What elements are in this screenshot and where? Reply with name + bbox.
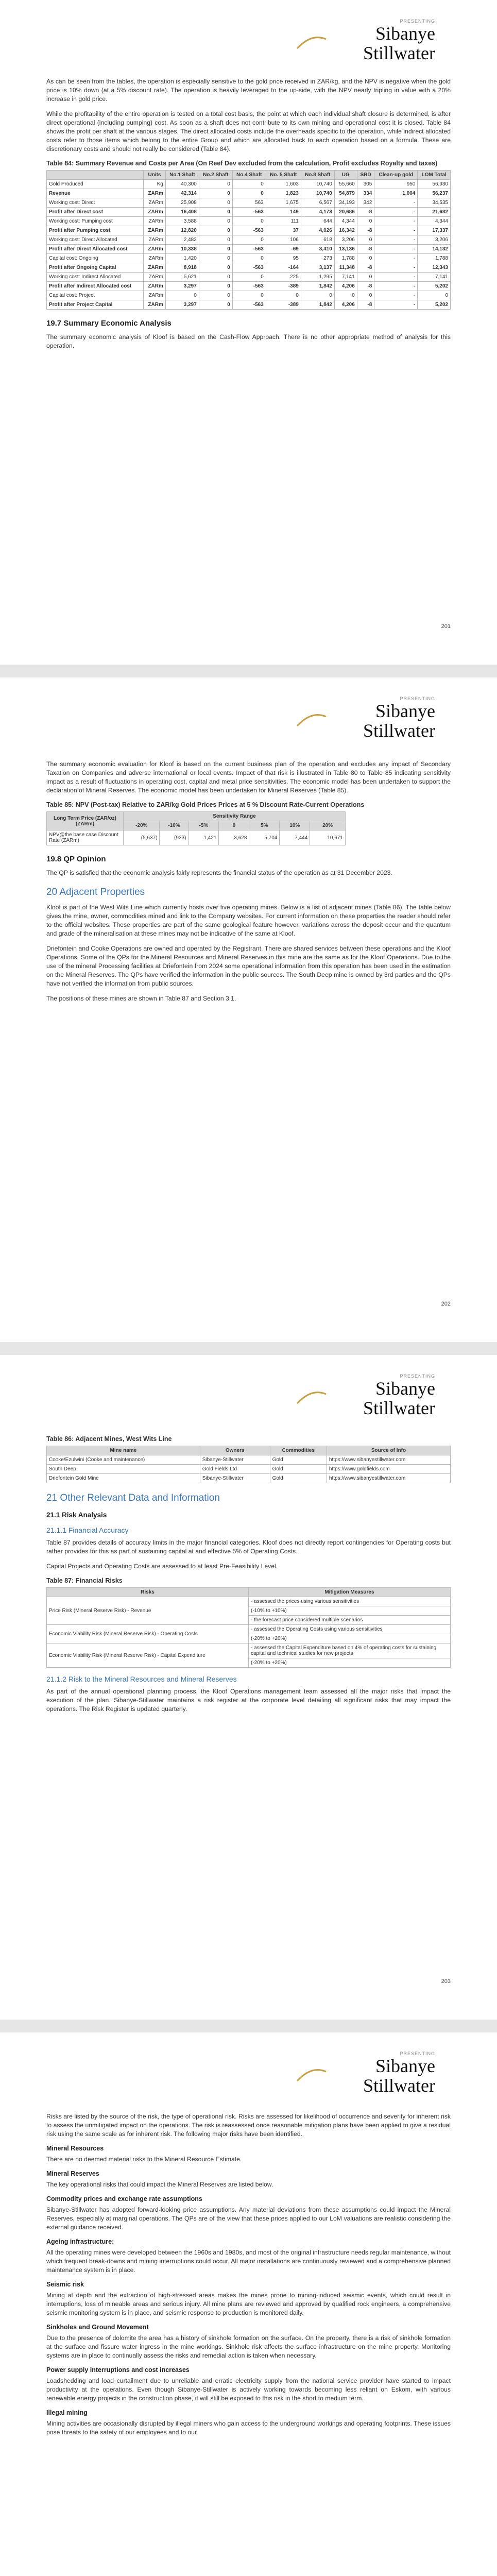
table-cell: Sibanye-Stillwater <box>200 1455 270 1465</box>
table-cell: 4,206 <box>334 300 357 310</box>
table-header-cell: LOM Total <box>418 171 451 180</box>
table-cell: 2,482 <box>165 235 199 245</box>
table-row <box>47 1597 451 1606</box>
table-header-cell: Mitigation Measures <box>249 1588 451 1597</box>
logo-swoosh-icon <box>296 1388 327 1409</box>
table-row <box>47 226 451 235</box>
table-cell: 3,137 <box>301 263 334 273</box>
table-85: Long Term Price (ZAR/oz) (ZARm) Sensitivity Range -20% -10% -5% 0 5% 10% 20% NPV@the base case Discount Rate (ZARm) (5,637) (933) 1,421 3,628 5,704 7,444 10,671 <box>46 811 346 845</box>
table-cell: 0 <box>232 273 266 282</box>
table-cell: -164 <box>266 263 301 273</box>
table-cell: ZARm <box>144 254 166 263</box>
table-cell: 5,202 <box>418 300 451 310</box>
table-cell: 3,410 <box>301 245 334 254</box>
table-cell: 0 <box>199 235 232 245</box>
table-cell: 1,603 <box>266 180 301 189</box>
table-cell: - <box>374 226 418 235</box>
table-cell: Profit after Pumping cost <box>47 226 144 235</box>
risk-heading: Commodity prices and exchange rate assumptions <box>46 2195 202 2202</box>
table-cell: -8 <box>357 300 374 310</box>
table-cell: https://www.goldfields.com <box>327 1465 450 1474</box>
table-cell: 17,337 <box>418 226 451 235</box>
table-cell: - assessed the Operating Costs using various sensitivities <box>249 1625 451 1634</box>
table-cell: Working cost: Pumping cost <box>47 217 144 226</box>
table-cell: ZARm <box>144 235 166 245</box>
table-cell: 95 <box>266 254 301 263</box>
table-cell: 55,660 <box>334 180 357 189</box>
table-row <box>47 263 451 273</box>
paragraph: Driefontein and Cooke Operations are owned and operated by the Registrant. There are shared services between these operations and the Kloof Operations. Some of the QPs for the Mineral Resources and Mineral Reserves in this mine are the same as for the Kloof Operations. Due to the use of the mineral Processing facilities at Driefontein from 2024 some operational information from this operation has been used in the estimation on the Mineral Reserves. The QPs have verified the information in the public sources. The South Deep mine is owned by 3rd parties and the QPs have not verified the information from public sources. <box>46 945 451 987</box>
table-cell: -563 <box>232 282 266 291</box>
risk-heading: Illegal mining <box>46 2409 88 2416</box>
table-cell: 0 <box>199 263 232 273</box>
table-header-cell: Mine name <box>47 1446 200 1455</box>
table-cell: 8,918 <box>165 263 199 273</box>
table-cell: 0 <box>232 180 266 189</box>
page-204 <box>0 2032 497 2576</box>
table-cell: 0 <box>199 300 232 310</box>
table-cell: 1,788 <box>418 254 451 263</box>
table-cell: -8 <box>357 263 374 273</box>
table-cell: -389 <box>266 282 301 291</box>
table-caption: Table 87: Financial Risks <box>46 1577 123 1584</box>
table-cell: South Deep <box>47 1465 200 1474</box>
table-cell: - <box>374 263 418 273</box>
table-cell: 5,621 <box>165 273 199 282</box>
table-cell: 0 <box>165 291 199 300</box>
table-cell: Profit after Direct Allocated cost <box>47 245 144 254</box>
table-87 <box>46 1587 451 1668</box>
table-header-cell: UG <box>334 171 357 180</box>
table-cell: 0 <box>232 254 266 263</box>
subsection-heading: 21.1 Risk Analysis <box>46 1511 107 1519</box>
table-cell: 0 <box>357 217 374 226</box>
table-cell: -8 <box>357 226 374 235</box>
table-cell: 20,686 <box>334 208 357 217</box>
table-row <box>47 291 451 300</box>
risk-heading: Mineral Reserves <box>46 2170 99 2177</box>
table-cell: 0 <box>199 217 232 226</box>
table-header-cell: No.2 Shaft <box>199 171 232 180</box>
table-header-cell: No. 5 Shaft <box>266 171 301 180</box>
table-cell: Gold <box>270 1465 327 1474</box>
table-cell: 25,908 <box>165 198 199 208</box>
paragraph: The key operational risks that could impact the Mineral Reserves are listed below. <box>46 2181 273 2188</box>
table-cell: 40,300 <box>165 180 199 189</box>
table-cell: (-10% to +10%) <box>249 1606 451 1616</box>
table-cell: Working cost: Direct Allocated <box>47 235 144 245</box>
table-cell: 13,136 <box>334 245 357 254</box>
risk-heading: Power supply interruptions and cost increases <box>46 2366 190 2374</box>
table-cell: 0 <box>357 254 374 263</box>
table-cell: 0 <box>199 282 232 291</box>
table-cell: ZARm <box>144 189 166 198</box>
table-cell: ZARm <box>144 208 166 217</box>
table-row <box>47 245 451 254</box>
table-cell: Profit after Ongoing Capital <box>47 263 144 273</box>
logo-swoosh-icon <box>296 33 327 54</box>
table-cell: ZARm <box>144 263 166 273</box>
table-cell: ZARm <box>144 217 166 226</box>
table-caption: Table 85: NPV (Post-tax) Relative to ZAR/kg Gold Prices Prices at 5 % Discount Rate-Current Operations <box>46 801 365 808</box>
table-row <box>47 217 451 226</box>
page-202 <box>0 677 497 1342</box>
table-cell: 34,193 <box>334 198 357 208</box>
table-cell: (-20% to +20%) <box>249 1634 451 1643</box>
table-cell: 305 <box>357 180 374 189</box>
table-cell: Cooke/Ezulwini (Cooke and maintenance) <box>47 1455 200 1465</box>
table-cell: 56,930 <box>418 180 451 189</box>
table-cell: - <box>374 300 418 310</box>
table-cell: Sibanye-Stillwater <box>200 1474 270 1483</box>
table-cell: 1,842 <box>301 300 334 310</box>
table-cell: 0 <box>301 291 334 300</box>
table-cell: 16,342 <box>334 226 357 235</box>
table-cell: ZARm <box>144 198 166 208</box>
table-cell: Gold <box>270 1455 327 1465</box>
table-cell: 3,297 <box>165 300 199 310</box>
table-cell: ZARm <box>144 245 166 254</box>
table-cell: -563 <box>232 208 266 217</box>
logo-swoosh-icon <box>296 2065 327 2086</box>
paragraph: Loadshedding and load curtailment due to unreliable and erratic electricity supply from the national service provider have started to impact productivity at the operations. Even though Sibanye-Stillwater is actively working towards becoming less reliant on Eskom, with various renewable energy projects in the construction phase, it will still be exposed to this risk in the short to medium term. <box>46 2377 451 2402</box>
table-cell: - the forecast price considered multiple scenarios <box>249 1616 451 1625</box>
table-cell: Working cost: Indirect Allocated <box>47 273 144 282</box>
table-cell: 618 <box>301 235 334 245</box>
table-cell: Working cost: Direct <box>47 198 144 208</box>
table-cell: 12,820 <box>165 226 199 235</box>
table-cell: 0 <box>357 291 374 300</box>
table-cell: 1,788 <box>334 254 357 263</box>
table-86 <box>46 1446 451 1483</box>
risk-heading: Sinkholes and Ground Movement <box>46 2324 149 2331</box>
table-cell: 7,444 <box>280 831 310 845</box>
table-cell: 4,344 <box>334 217 357 226</box>
table-cell: https://www.sibanyestillwater.com <box>327 1455 450 1465</box>
table-cell: 0 <box>199 273 232 282</box>
table-row <box>47 254 451 263</box>
table-cell: 1,420 <box>165 254 199 263</box>
table-row <box>47 1474 451 1483</box>
table-cell: 10,740 <box>301 180 334 189</box>
table-cell: ZARm <box>144 273 166 282</box>
table-row <box>47 235 451 245</box>
table-header-cell: No.8 Shaft <box>301 171 334 180</box>
table-cell: 3,206 <box>418 235 451 245</box>
paragraph: Mining activities are occasionally disrupted by illegal miners who gain access to the underground workings and operating footprints. These issues pose threats to the safety of our employees and to our <box>46 2420 451 2436</box>
table-cell: 7,141 <box>418 273 451 282</box>
table-cell: 4,206 <box>334 282 357 291</box>
table-cell: 34,535 <box>418 198 451 208</box>
subsection-heading: 21.1.1 Financial Accuracy <box>46 1526 129 1534</box>
table-cell: 0 <box>199 254 232 263</box>
table-cell: (-20% to +20%) <box>249 1658 451 1668</box>
paragraph: Sibanye-Stillwater has adopted forward-looking price assumptions. Any material deviations from these assumptions could impact the Mineral Reserves, especially at marginal operations. The QPs are of the view that these prices applied to our LoM valuations are realistic considering the external guidance received. <box>46 2206 451 2231</box>
table-cell: 0 <box>232 235 266 245</box>
table-cell: 950 <box>374 180 418 189</box>
table-cell: 0 <box>334 291 357 300</box>
table-cell: 0 <box>232 291 266 300</box>
table-cell: -563 <box>232 263 266 273</box>
table-cell: 0 <box>357 235 374 245</box>
table-header-cell: 20% <box>310 821 346 831</box>
table-cell: - <box>374 217 418 226</box>
table-cell: 0 <box>199 189 232 198</box>
table-cell: - <box>374 282 418 291</box>
table-header-cell <box>47 171 144 180</box>
table-row <box>47 282 451 291</box>
table-cell: 3,297 <box>165 282 199 291</box>
page-number: 203 <box>441 1978 451 1985</box>
table-header-cell: Units <box>144 171 166 180</box>
table-cell: 0 <box>199 226 232 235</box>
table-header-cell: SRD <box>357 171 374 180</box>
table-cell: ZARm <box>144 291 166 300</box>
table-cell: Kg <box>144 180 166 189</box>
table-cell: 0 <box>232 189 266 198</box>
paragraph: The summary economic evaluation for Kloof is based on the current business plan of the operation and excludes any impact of Secondary Taxation on Companies and adverse international or local events. Impact of that risk is illustrated in Table 80 to Table 85 indicating sensitivity impact as a result of fluctuations in operating cost, capital and metal price sensitivities. The economic model has been undertaken to support the declaration of Mineral Reserves. The economic model has been undertaken for Mineral Reserves (Table 85). <box>46 760 451 794</box>
table-cell: Economic Viability Risk (Mineral Reserve Risk) - Capital Expenditure <box>47 1643 249 1668</box>
table-cell: 4,173 <box>301 208 334 217</box>
page-number: 202 <box>441 1301 451 1307</box>
table-cell: - <box>374 198 418 208</box>
table-cell: 6,567 <box>301 198 334 208</box>
table-row <box>47 208 451 217</box>
table-header-cell: Risks <box>47 1588 249 1597</box>
table-cell: ZARm <box>144 282 166 291</box>
table-cell: Profit after Project Capital <box>47 300 144 310</box>
table-cell: 16,408 <box>165 208 199 217</box>
table-cell: 0 <box>266 291 301 300</box>
paragraph: There are no deemed material risks to the Mineral Resource Estimate. <box>46 2156 242 2163</box>
paragraph: As can be seen from the tables, the operation is especially sensitive to the gold price received in ZAR/kg, and the NPV is negative when the gold price is 10% down (at a 5% discount rate). The operation is heavily leveraged to the up-side, with the NPV nearly tripling in value with a 20% increase in gold price. <box>46 78 451 103</box>
table-cell: 1,675 <box>266 198 301 208</box>
table-cell: - assessed the Capital Expenditure based on 4% of operating costs for sustaining capital and technical studies for new projects <box>249 1643 451 1658</box>
table-cell: - <box>374 235 418 245</box>
paragraph: Kloof is part of the West Wits Line which currently hosts over five operating mines. Below is a list of adjacent mines (Table 86). The table below gives the mine, owner, commodities mined and link to the Company websites. For current information on these properties the reader should refer to the official websites. These properties are part of the same geological feature however, variations across the deposit occur and the quantum and grade of the mineralisation at these mines may not be indicative of the same at Kloof. <box>46 904 451 937</box>
company-logo: PRESENTING Sibanye Stillwater <box>296 19 435 65</box>
paragraph: The positions of these mines are shown in Table 87 and Section 3.1. <box>46 995 236 1002</box>
table-header-cell: Commodities <box>270 1446 327 1455</box>
table-cell: 14,132 <box>418 245 451 254</box>
page-203 <box>0 1355 497 2020</box>
table-row <box>47 1455 451 1465</box>
paragraph: Mining at depth and the extraction of high-stressed areas makes the mines prone to mining-induced seismic events, which could result in interruptions, loss of mineable areas and serious injury. All mine plans are reviewed and approved by qualified rock engineers, a comprehensive seismic monitoring system is in place, and seismic response to production is monitored daily. <box>46 2292 451 2316</box>
table-cell: Price Risk (Mineral Reserve Risk) - Revenue <box>47 1597 249 1625</box>
table-cell: 1,823 <box>266 189 301 198</box>
company-logo: PRESENTING Sibanye Stillwater <box>296 1374 435 1420</box>
table-cell: -563 <box>232 245 266 254</box>
table-cell: - assessed the prices using various sensitivities <box>249 1597 451 1606</box>
table-cell: 1,842 <box>301 282 334 291</box>
table-cell: -563 <box>232 300 266 310</box>
table-cell: 10,671 <box>310 831 346 845</box>
paragraph: As part of the annual operational planning process, the Kloof Operations management team assessed all the major risks that impact the execution of the plan. Sibanye-Stillwater maintains a risk register at the corporate level detailing all significant risks that may impact the operations. The Risk Register is updated quarterly. <box>46 1688 451 1713</box>
table-row <box>47 300 451 310</box>
table-header-cell: 10% <box>280 821 310 831</box>
table-cell: 334 <box>357 189 374 198</box>
table-row <box>47 198 451 208</box>
table-cell: 10,338 <box>165 245 199 254</box>
table-cell: 56,237 <box>418 189 451 198</box>
table-row <box>47 1625 451 1634</box>
table-cell: 0 <box>199 291 232 300</box>
logo-swoosh-icon <box>296 710 327 731</box>
table-cell: Economic Viability Risk (Mineral Reserve Risk) - Operating Costs <box>47 1625 249 1643</box>
table-cell: 0 <box>232 217 266 226</box>
table-row <box>47 1465 451 1474</box>
table-caption: Table 84: Summary Revenue and Costs per Area (On Reef Dev excluded from the calculation, Profit excludes Royalty and taxes) <box>46 160 438 167</box>
table-cell: 1,295 <box>301 273 334 282</box>
table-cell: (5,637) <box>124 831 160 845</box>
table-header-cell: Source of Info <box>327 1446 450 1455</box>
table-cell: 0 <box>199 198 232 208</box>
table-cell: 7,141 <box>334 273 357 282</box>
table-cell: Gold <box>270 1474 327 1483</box>
section-heading: 19.8 QP Opinion <box>46 855 106 863</box>
table-cell: 21,682 <box>418 208 451 217</box>
table-cell: Gold Produced <box>47 180 144 189</box>
table-cell: 1,004 <box>374 189 418 198</box>
table-cell: 563 <box>232 198 266 208</box>
table-header-cell: No.4 Shaft <box>232 171 266 180</box>
table-row <box>47 189 451 198</box>
table-cell: 273 <box>301 254 334 263</box>
table-header-cell: -20% <box>124 821 160 831</box>
table-cell: 0 <box>357 273 374 282</box>
table-cell: -8 <box>357 245 374 254</box>
table-cell: -8 <box>357 208 374 217</box>
table-cell: 106 <box>266 235 301 245</box>
table-header-cell: No.1 Shaft <box>165 171 199 180</box>
table-cell: 225 <box>266 273 301 282</box>
table-cell: 0 <box>418 291 451 300</box>
company-logo: PRESENTING Sibanye Stillwater <box>296 2051 435 2097</box>
table-cell: - <box>374 254 418 263</box>
table-cell: Capital cost: Project <box>47 291 144 300</box>
table-row <box>47 1643 451 1658</box>
table-cell: Revenue <box>47 189 144 198</box>
section-heading: 21 Other Relevant Data and Information <box>46 1493 220 1503</box>
table-cell: ZARm <box>144 226 166 235</box>
table-cell: 12,343 <box>418 263 451 273</box>
page-number: 201 <box>441 623 451 630</box>
table-cell: 644 <box>301 217 334 226</box>
table-header-cell: 5% <box>249 821 280 831</box>
table-cell: - <box>374 208 418 217</box>
table-cell: - <box>374 245 418 254</box>
table-cell: Gold Fields Ltd <box>200 1465 270 1474</box>
table-cell: 5,704 <box>249 831 280 845</box>
table-cell: 3,628 <box>219 831 249 845</box>
paragraph: While the profitability of the entire operation is tested on a total cost basis, the point at which each individual shaft closure is determined, is after direct operational (including pumping) cost. As soon as a shaft does not contribute to its own mining and operational cost it is closed. Table 84 shows the profit per shaft at the various stages. The direct allocated costs include the overheads specific to the operation, while indirect allocated costs refer to those items which belong to the entire Group and which are allocated back to each operation based on a formula. These are discretionary costs and should not really be considered (Table 84). <box>46 110 451 152</box>
paragraph: Table 87 provides details of accuracy limits in the major financial categories. Kloof does not directly report contingencies for Operating costs but rather provides for this as part of sustaining capital at and effective 5% of Operating Costs. <box>46 1539 451 1555</box>
table-cell: 0 <box>199 208 232 217</box>
paragraph: Due to the presence of dolomite the area has a history of sinkhole formation on the surface. On the property, there is a risk of sinkhole formation at the surface and fissure water ingress in the mine workings. Sinkhole risk affects the surface infrastructure on the mine property. Monitoring systems are in place to continually assess the risks and remedial action is taken when necessary. <box>46 2334 451 2359</box>
section-heading: 20 Adjacent Properties <box>46 887 145 897</box>
paragraph: The QP is satisfied that the economic analysis fairly represents the financial status of the operation as at 31 December 2023. <box>46 869 392 876</box>
table-cell: 0 <box>199 245 232 254</box>
table-cell: -8 <box>357 282 374 291</box>
risk-heading: Mineral Resources <box>46 2145 104 2152</box>
table-cell: 37 <box>266 226 301 235</box>
table-cell: (933) <box>160 831 188 845</box>
table-cell: https://www.sibanyestillwater.com <box>327 1474 450 1483</box>
table-cell: -69 <box>266 245 301 254</box>
table-cell: 0 <box>199 180 232 189</box>
table-cell: Profit after Direct cost <box>47 208 144 217</box>
table-header-cell: 0 <box>219 821 249 831</box>
paragraph: All the operating mines were developed between the 1960s and 1980s, and most of the original infrastructure needs regular maintenance, without which frequent break-downs and mining interruptions could occur. All major installations are continuously reviewed and a comprehensive planned maintenance system is in place. <box>46 2249 451 2274</box>
paragraph: The summary economic analysis of Kloof is based on the Cash-Flow Approach. There is no other appropriate method of analysis for this operation. <box>46 333 451 349</box>
table-cell: 42,314 <box>165 189 199 198</box>
table-row <box>47 273 451 282</box>
table-cell: - <box>374 291 418 300</box>
table-cell: ZARm <box>144 300 166 310</box>
table-cell: -563 <box>232 226 266 235</box>
subsection-heading: 21.1.2 Risk to the Mineral Resources and Mineral Reserves <box>46 1675 237 1683</box>
section-heading: 19.7 Summary Economic Analysis <box>46 319 172 328</box>
table-header-cell: Clean-up gold <box>374 171 418 180</box>
paragraph: Risks are listed by the source of the risk, the type of operational risk. Risks are assessed for likelihood of occurrence and severity for inherent risk to assess the unmitigated impact on the operations. The risk is reassessed once reasonable mitigation plans have been applied to give a residual risk using the same scale as for inherent risk. The following major risks have been identified. <box>46 2113 451 2138</box>
table-84 <box>46 170 451 310</box>
table-cell: 3,206 <box>334 235 357 245</box>
table-cell: 1,421 <box>188 831 219 845</box>
table-caption: Table 86: Adjacent Mines, West Wits Line <box>46 1435 172 1443</box>
table-cell: 4,026 <box>301 226 334 235</box>
table-cell: Capital cost: Ongoing <box>47 254 144 263</box>
table-cell: 342 <box>357 198 374 208</box>
table-cell: Profit after Indirect Allocated cost <box>47 282 144 291</box>
table-cell: 3,588 <box>165 217 199 226</box>
table-header-cell: -10% <box>160 821 188 831</box>
table-cell: Driefontein Gold Mine <box>47 1474 200 1483</box>
table-cell: 149 <box>266 208 301 217</box>
table-cell: 10,740 <box>301 189 334 198</box>
risk-heading: Ageing infrastructure: <box>46 2238 114 2245</box>
table-cell: 111 <box>266 217 301 226</box>
table-cell: 54,879 <box>334 189 357 198</box>
table-cell: 11,348 <box>334 263 357 273</box>
paragraph: Capital Projects and Operating Costs are assessed to at least Pre-Feasibility Level. <box>46 1563 278 1570</box>
risk-heading: Seismic risk <box>46 2281 84 2288</box>
table-header-cell: Owners <box>200 1446 270 1455</box>
table-cell: - <box>374 273 418 282</box>
page-201 <box>0 0 497 665</box>
table-cell: -389 <box>266 300 301 310</box>
table-header-cell: -5% <box>188 821 219 831</box>
table-row <box>47 180 451 189</box>
table-cell: 5,202 <box>418 282 451 291</box>
table-cell: 4,344 <box>418 217 451 226</box>
company-logo: PRESENTING Sibanye Stillwater <box>296 696 435 742</box>
